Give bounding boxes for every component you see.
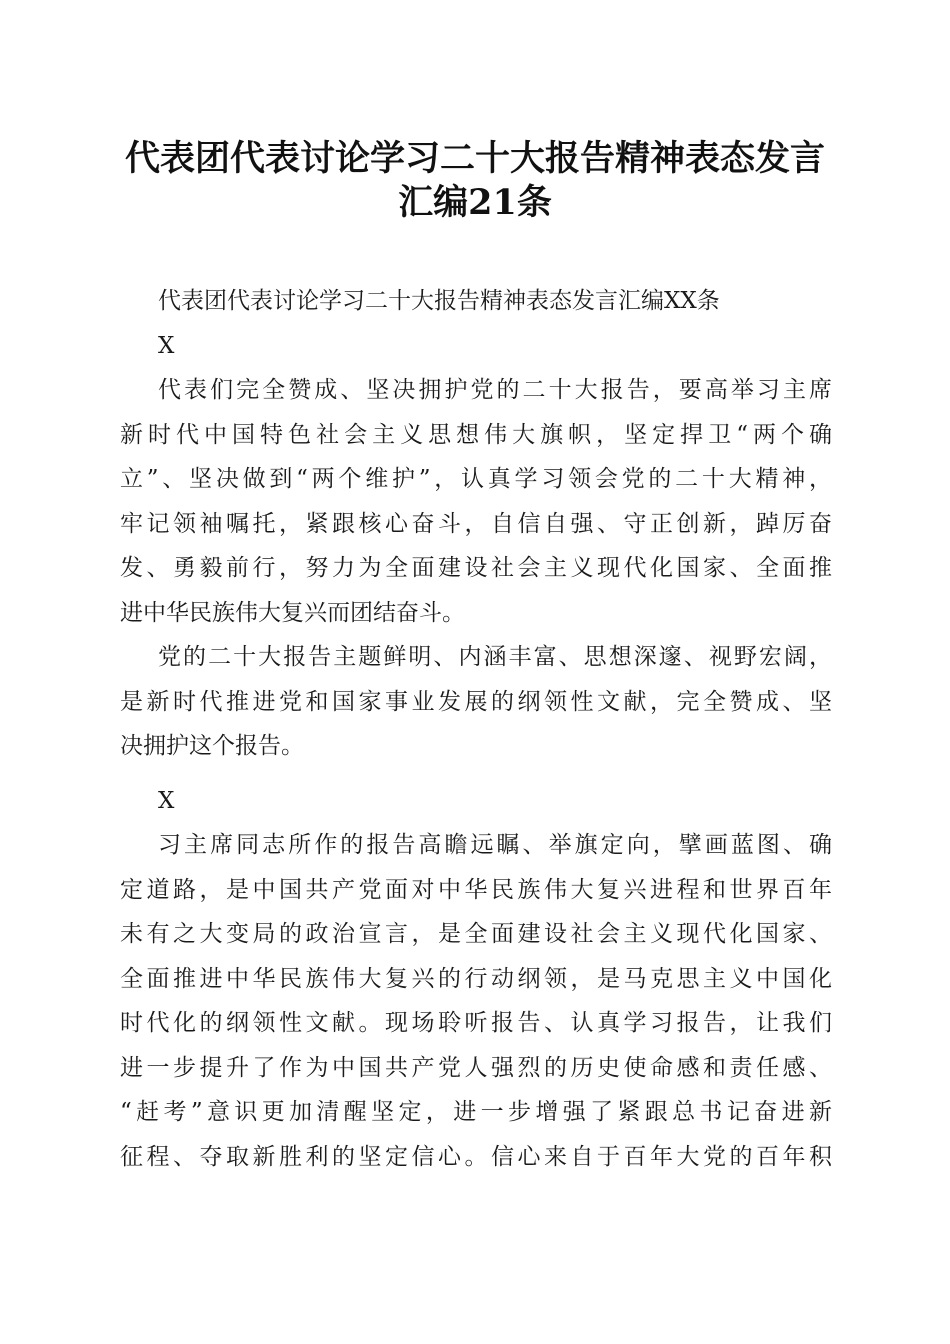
paragraph-line: 新时代中国特色社会主义思想伟大旗帜，坚定捍卫“两个确 <box>120 421 832 448</box>
paragraph-line: 未有之大变局的政治宣言，是全面建设社会主义现代化国家、 <box>120 921 832 947</box>
paragraph-gap <box>120 769 832 779</box>
paragraph <box>120 635 832 769</box>
paragraph-line: 时代化的纲领性文献。现场聆听报告、认真学习报告，让我们 <box>120 1010 832 1036</box>
paragraph <box>120 324 832 369</box>
document-title-line-1: 代表团代表讨论学习二十大报告精神表态发言 <box>124 138 825 179</box>
paragraph-line: 党的二十大报告主题鲜明、内涵丰富、思想深邃、视野宏阔， <box>158 644 832 670</box>
paragraph-line: 进一步提升了作为中国共产党人强烈的历史使命感和责任感、 <box>120 1054 832 1081</box>
document-title-line-2: 汇编21条 <box>398 182 552 223</box>
paragraph-line: 代表们完全赞成、坚决拥护党的二十大报告，要高举习主席 <box>158 377 832 403</box>
paragraph-line: 进中华民族伟大复兴而团结奋斗。 <box>120 599 465 626</box>
paragraph-line: 定道路，是中国共产党面对中华民族伟大复兴进程和世界百年 <box>120 876 832 903</box>
paragraph-line: 发、勇毅前行，努力为全面建设社会主义现代化国家、全面推 <box>120 555 832 581</box>
paragraph-line: 代表团代表讨论学习二十大报告精神表态发言汇编XX条 <box>158 288 720 314</box>
paragraph <box>120 368 832 635</box>
paragraph-line: 习主席同志所作的报告高瞻远瞩、举旗定向，擘画蓝图、确 <box>158 832 832 858</box>
paragraph-line: 立”、坚决做到“两个维护”，认真学习领会党的二十大精神， <box>120 466 832 492</box>
paragraph-line: 牢记领袖嘱托，紧跟核心奋斗，自信自强、守正创新，踔厉奋 <box>120 510 832 537</box>
paragraph-line: X <box>158 332 175 359</box>
paragraph-line: X <box>158 787 175 814</box>
paragraph <box>120 279 832 324</box>
paragraph-line: 决拥护这个报告。 <box>120 733 304 759</box>
paragraph-line: 是新时代推进党和国家事业发展的纲领性文献，完全赞成、坚 <box>120 688 832 715</box>
paragraph-line: 征程、夺取新胜利的坚定信心。信心来自于百年大党的百年积 <box>120 1143 832 1170</box>
paragraph <box>120 779 832 824</box>
paragraph <box>120 823 832 1179</box>
paragraph-line: 全面推进中华民族伟大复兴的行动纲领，是马克思主义中国化 <box>120 965 832 992</box>
document-body <box>120 279 832 1179</box>
paragraph-line: “赶考”意识更加清醒坚定，进一步增强了紧跟总书记奋进新 <box>120 1099 832 1125</box>
